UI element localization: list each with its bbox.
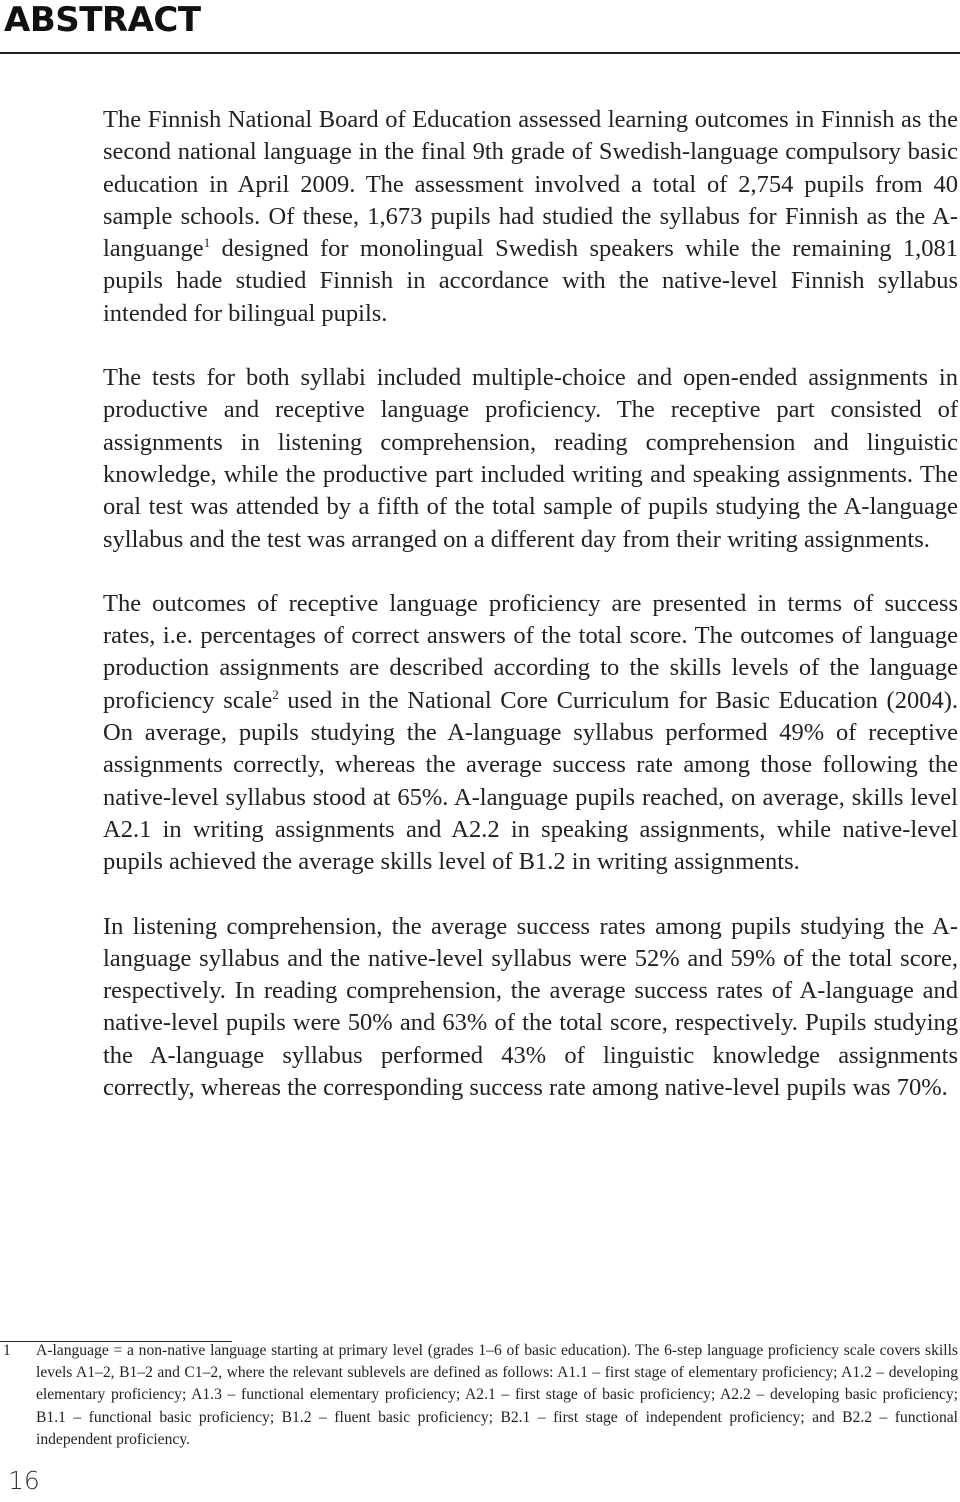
page-number: 16 xyxy=(8,1466,40,1495)
paragraph-1-text-a: The Finnish National Board of Education assessed learning outcomes in Finnish as the second national language in the final 9th grade of Swedish-language compulsory basic education in April 2009. The assessment involved a total of 2,754 pupils from 40 sample schools. Of these, 1,673 pupils had studied the syllabus for Finnish as the A-languange xyxy=(103,106,958,263)
footnote-ref-1: 1 xyxy=(203,235,211,251)
paragraph-4: In listening comprehension, the average success rates among pupils studying the A-language syllabus and the native-level syllabus were 52% and 59% of the total score, respectively. In reading comprehension, the average success rates of A-language and native-level pupils were 50% and 63% of the total score, respectively. Pupils studying the A-language syllabus performed 43% of linguistic knowledge assignments correctly, whereas the corresponding success rate among native-level pupils was 70%. xyxy=(103,912,958,1102)
paragraph-3-text-a: The outcomes of receptive language proficiency are presented in terms of success rates, i.e. percentages of correct answers of the total score. The outcomes of language production assignments are described according to the skills levels of the language proficiency scale xyxy=(103,589,958,714)
paragraph-3-text-b: used in the National Core Curriculum for Basic Education (2004). On average, pupils studying the A-language syllabus performed 49% of receptive assignments correctly, whereas the average success rate among those following the native-level syllabus stood at 65%. A-language pupils reached, on average, skills level A2.1 in writing assignments and A2.2 in speaking assignments, while native-level pupils achieved the average skills level of B1.2 in writing assignments. xyxy=(103,686,958,876)
paragraph-1-text-b: designed for monolingual Swedish speakers while the remaining 1,081 pupils hade studied Finnish in accordance with the native-level Finnish syllabus intended for bilingual pupils. xyxy=(103,235,958,327)
heading-rule xyxy=(0,52,960,54)
abstract-body xyxy=(103,104,958,1136)
paragraph-2: The tests for both syllabi included multiple-choice and open-ended assignments in productive and receptive language proficiency. The receptive part consisted of assignments in listening comprehension, reading comprehension and linguistic knowledge, while the productive part included writing and speaking assignments. The oral test was attended by a fifth of the total sample of pupils studying the A-language syllabus and the test was arranged on a different day from their writing assignments. xyxy=(103,364,958,553)
footnote-number: 1 xyxy=(3,1342,11,1359)
footnote-ref-2: 2 xyxy=(272,686,279,702)
paragraph-3 xyxy=(103,588,958,879)
footnote-text: A-language = a non-native language starting at primary level (grades 1–6 of basic education). The 6-step language proficiency scale covers skills levels A1–2, B1–2 and C1–2, where the relevant sublevels are defined as follows: A1.1 – first stage of elementary proficiency; A1.2 – developing elementary proficiency; A1.3 – functional elementary proficiency; A2.1 – first stage of basic proficiency; A2.2 – developing basic proficiency; B1.1 – functional basic proficiency; B1.2 – fluent basic proficiency; B2.1 – first stage of independent proficiency; and B2.2 – functional independent proficiency. xyxy=(36,1342,958,1448)
section-heading: ABSTRACT xyxy=(4,0,201,40)
paragraph-1 xyxy=(103,104,958,330)
